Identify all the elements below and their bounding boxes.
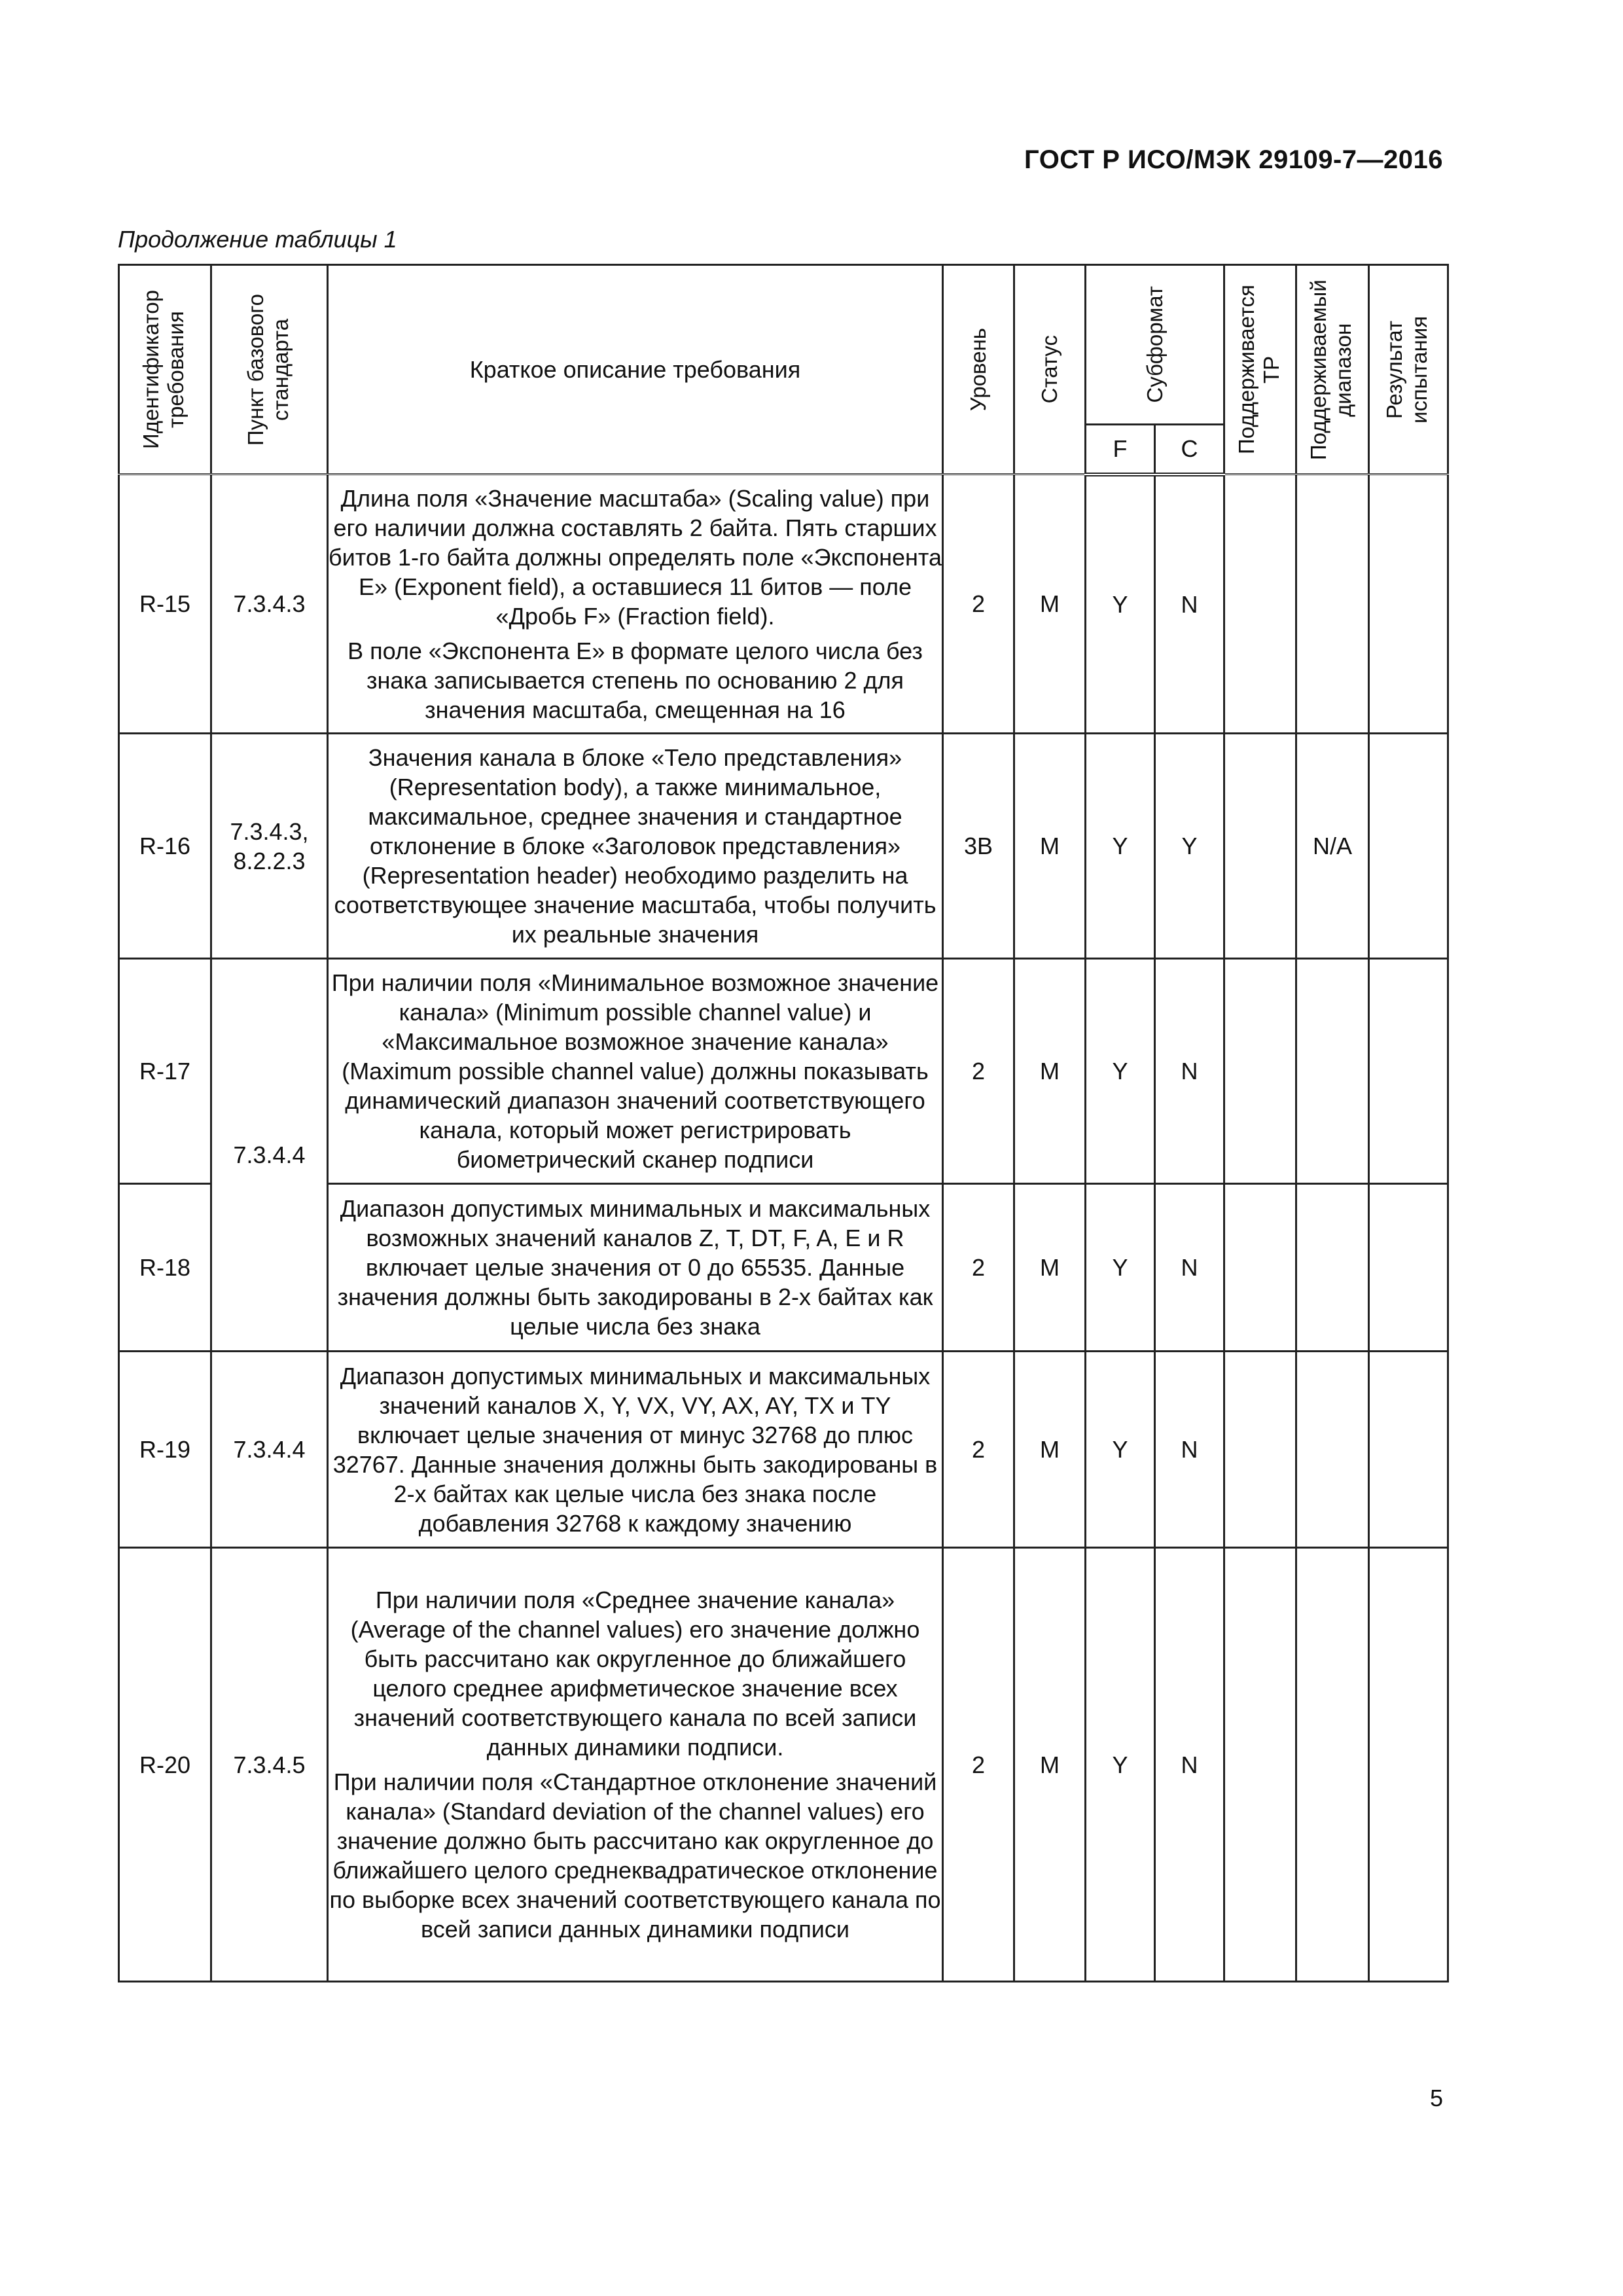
subformat-c-cell: N (1155, 475, 1224, 734)
subformat-c-cell: N (1155, 1548, 1224, 1982)
subformat-f-cell: Y (1086, 475, 1155, 734)
level-cell: 2 (943, 1352, 1014, 1548)
supported-tp-cell (1224, 1184, 1296, 1352)
supported-range-cell (1296, 1352, 1369, 1548)
requirement-id: R-19 (119, 1352, 211, 1548)
subformat-c-cell: N (1155, 1352, 1224, 1548)
document-code: ГОСТ Р ИСО/МЭК 29109-7—2016 (1024, 145, 1443, 174)
table-row (119, 475, 1448, 734)
header-base-clause: Пункт базового стандарта (211, 265, 328, 475)
header-supported-range: Поддерживаемый диапазон (1296, 265, 1369, 475)
level-cell: 2 (943, 959, 1014, 1184)
base-clause: 7.3.4.5 (211, 1548, 328, 1982)
description-paragraph: При наличии поля «Среднее значение канала» (Average of the channel values) его значение должно быть рассчитано как округленное до ближайшего целого среднее арифметическое значение всех значений соответствующего канала по всей записи данных динамики подписи. (350, 1587, 920, 1761)
supported-range-cell (1296, 475, 1369, 734)
table-row (119, 1352, 1448, 1548)
description-paragraph: В поле «Экспонента E» в формате целого числа без знака записывается степень по основанию 2 для значения масштаба, смещенная на 16 (348, 637, 923, 723)
requirement-id: R-18 (119, 1184, 211, 1352)
base-clause: 7.3.4.4 (211, 959, 328, 1352)
header-subformat: Субформат (1086, 265, 1224, 425)
header-supported-tp: Поддерживается ТР (1224, 265, 1296, 475)
status-cell: M (1014, 734, 1086, 959)
base-clause: 7.3.4.4 (211, 1352, 328, 1548)
subformat-f-cell: Y (1086, 1352, 1155, 1548)
subformat-c-cell: N (1155, 1184, 1224, 1352)
header-status: Статус (1014, 265, 1086, 475)
description-paragraph: Значения канала в блоке «Тело представления» (Representation body), а также минимальное, максимальное, среднее значения и стандартное отклонение в блоке «Заголовок представления» (Representation header) необходимо разделить на соответствующее значение масштаба, чтобы получить их реальные значения (334, 744, 936, 948)
requirement-description (328, 959, 943, 1184)
supported-range-cell: N/A (1296, 734, 1369, 959)
supported-tp-cell (1224, 959, 1296, 1184)
base-clause: 7.3.4.3 (211, 475, 328, 734)
supported-tp-cell (1224, 475, 1296, 734)
test-result-cell (1369, 1184, 1448, 1352)
supported-range-cell (1296, 1184, 1369, 1352)
supported-range-cell (1296, 959, 1369, 1184)
supported-range-cell (1296, 1548, 1369, 1982)
requirement-description (328, 475, 943, 734)
requirement-id: R-17 (119, 959, 211, 1184)
table-row (119, 1548, 1448, 1982)
supported-tp-cell (1224, 734, 1296, 959)
description-paragraph: При наличии поля «Стандартное отклонение значений канала» (Standard deviation of the channel values) его значение должно быть рассчитано как округленное до ближайшего целого среднеквадратическое отклонение по выборке всех значений соответствующего канала по всей записи данных динамики подписи (329, 1768, 941, 1943)
status-cell: M (1014, 1352, 1086, 1548)
header-subformat-f: F (1086, 425, 1155, 475)
requirement-id: R-20 (119, 1548, 211, 1982)
header-level: Уровень (943, 265, 1014, 475)
header-description: Краткое описание требования (328, 265, 943, 475)
level-cell: 3B (943, 734, 1014, 959)
subformat-c-cell: Y (1155, 734, 1224, 959)
test-result-cell (1369, 475, 1448, 734)
requirement-id: R-16 (119, 734, 211, 959)
status-cell: M (1014, 475, 1086, 734)
status-cell: M (1014, 1184, 1086, 1352)
subformat-f-cell: Y (1086, 959, 1155, 1184)
level-cell: 2 (943, 1184, 1014, 1352)
subformat-f-cell: Y (1086, 1548, 1155, 1982)
table-row (119, 734, 1448, 959)
table-row (119, 959, 1448, 1184)
requirements-table (118, 264, 1449, 1982)
base-clause: 7.3.4.3, 8.2.2.3 (211, 734, 328, 959)
test-result-cell (1369, 734, 1448, 959)
description-paragraph: При наличии поля «Минимальное возможное значение канала» (Minimum possible channel value) и «Максимальное возможное значение канала» (Maximum possible channel value) должны показывать динамический диапазон значений соответствующего канала, который может регистрировать биометрический сканер подписи (331, 969, 939, 1173)
requirement-description (328, 1184, 943, 1352)
header-test-result: Результат испытания (1369, 265, 1448, 475)
supported-tp-cell (1224, 1352, 1296, 1548)
requirement-description (328, 1352, 943, 1548)
subformat-c-cell: N (1155, 959, 1224, 1184)
test-result-cell (1369, 959, 1448, 1184)
requirement-id: R-15 (119, 475, 211, 734)
table-caption: Продолжение таблицы 1 (118, 226, 397, 253)
header-requirement-id: Идентификатор требования (119, 265, 211, 475)
level-cell: 2 (943, 1548, 1014, 1982)
test-result-cell (1369, 1352, 1448, 1548)
subformat-f-cell: Y (1086, 1184, 1155, 1352)
requirement-description (328, 734, 943, 959)
description-paragraph: Диапазон допустимых минимальных и максимальных значений каналов X, Y, VX, VY, AX, AY, TX и TY включает целые значения от минус 32768 до плюс 32767. Данные значения должны быть закодированы в 2-х байтах как целые числа без знака после добавления 32768 к каждому значению (332, 1362, 938, 1537)
header-subformat-c: C (1155, 425, 1224, 475)
status-cell: M (1014, 1548, 1086, 1982)
page-number: 5 (1429, 2085, 1443, 2111)
description-paragraph: Диапазон допустимых минимальных и максимальных возможных значений каналов Z, T, DT, F, A, E и R включает целые значения от 0 до 65535. Данные значения должны быть закодированы в 2-х байтах как целые числа без знака (337, 1195, 933, 1340)
test-result-cell (1369, 1548, 1448, 1982)
subformat-f-cell: Y (1086, 734, 1155, 959)
supported-tp-cell (1224, 1548, 1296, 1982)
level-cell: 2 (943, 475, 1014, 734)
description-paragraph: Длина поля «Значение масштаба» (Scaling value) при его наличии должна составлять 2 байта. Пять старших битов 1-го байта должны определять поле «Экспонента E» (Exponent field), а оставшиеся 11 битов — поле «Дробь F» (Fraction field). (329, 484, 942, 630)
status-cell: M (1014, 959, 1086, 1184)
requirement-description (328, 1548, 943, 1982)
